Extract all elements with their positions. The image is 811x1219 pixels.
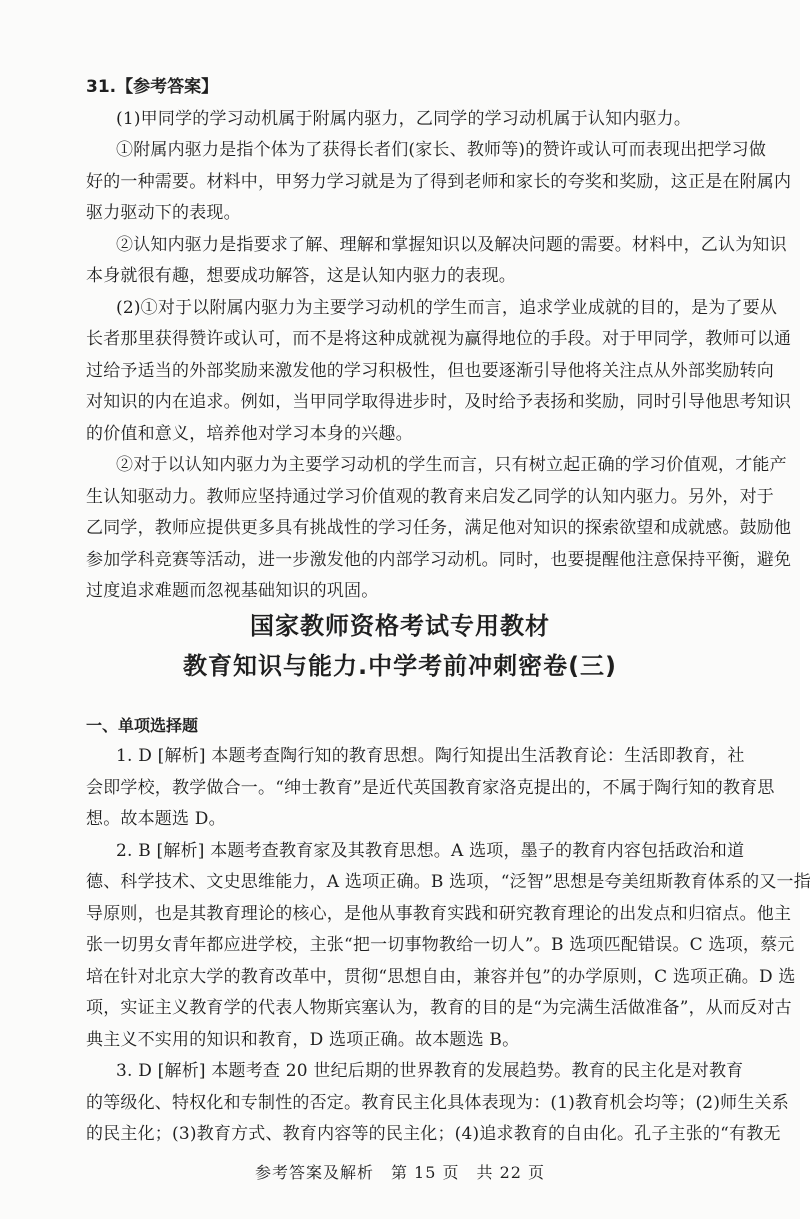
q31-line: ②认知内驱力是指要求了解、理解和掌握知识以及解决问题的需要。材料中，乙认为知识 xyxy=(116,234,787,255)
q31-line: 好的一种需要。材料中，甲努力学习就是为了得到老师和家长的夸奖和奖励，这正是在附属内 xyxy=(86,171,792,192)
q31-line: 乙同学，教师应提供更多具有挑战性的学习任务，满足他对知识的探索欲望和成就感。鼓励他 xyxy=(86,518,792,538)
answer-line: 张一切男女青年都应进学校，主张“把一切事物教给一切人”。B 选项匹配错误。C 选项，蔡元 xyxy=(86,935,795,955)
answer-line: 德、科学技术、文史思维能力，A 选项正确。B 选项，“泛智”思想是夸美纽斯教育体系的又一指 xyxy=(86,872,811,892)
q31-line: ①附属内驱力是指个体为了获得长者们(家长、教师等)的赞许或认可而表现出把学习做 xyxy=(116,140,767,160)
q31-line: 过给予适当的外部奖励来激发他的学习积极性，但也要逐渐引导他将关注点从外部奖励转向 xyxy=(86,360,774,381)
q31-answer-block xyxy=(86,72,792,608)
page-footer: 参考答案及解析 第 15 页 共 22 页 xyxy=(254,1163,546,1182)
q31-line: 长者那里获得赞许或认可，而不是将这种成就视为赢得地位的手段。对于甲同学，教师可以通 xyxy=(86,329,792,349)
answer-line: 3. D [解析] 本题考查 20 世纪后期的世界教育的发展趋势。教育的民主化是对教育 xyxy=(116,1061,744,1081)
q31-line: (1)甲同学的学习动机属于附属内驱力，乙同学的学习动机属于认知内驱力。 xyxy=(116,108,692,129)
answer-line: 的民主化；(3)教育方式、教育内容等的民主化；(4)追求教育的自由化。孔子主张的“有教无 xyxy=(86,1124,781,1144)
answer-line: 典主义不实用的知识和教育，D 选项正确。故本题选 B。 xyxy=(86,1029,520,1050)
q31-line: 本身就很有趣，想要成功解答，这是认知内驱力的表现。 xyxy=(86,266,516,286)
q31-line: ②对于以认知内驱力为主要学习动机的学生而言，只有树立起正确的学习价值观，才能产 xyxy=(116,455,787,475)
answer-line: 项，实证主义教育学的代表人物斯宾塞认为，教育的目的是“为完满生活做准备”，从而反对古 xyxy=(86,998,792,1018)
q31-line: 过度追求难题而忽视基础知识的巩固。 xyxy=(86,581,379,601)
answer-line: 的等级化、特权化和专制性的否定。教育民主化具体表现为：(1)教育机会均等；(2)师生关系 xyxy=(86,1092,789,1113)
q31-line: 参加学科竞赛等活动，进一步激发他的内部学习动机。同时，也要提醒他注意保持平衡，避免 xyxy=(86,549,792,570)
exam-title-line2: 教育知识与能力.中学考前冲刺密卷(三) xyxy=(182,652,618,680)
q31-line: (2)①对于以附属内驱力为主要学习动机的学生而言，追求学业成就的目的，是为了要从 xyxy=(116,297,778,318)
answer-line: 导原则，也是其教育理论的核心，是他从事教育实践和研究教育理论的出发点和归宿点。他主 xyxy=(86,903,792,924)
q31-line: 的价值和意义，培养他对学习本身的兴趣。 xyxy=(86,423,413,444)
answer-line: 1. D [解析] 本题考查陶行知的教育思想。陶行知提出生活教育论：生活即教育，社 xyxy=(116,746,745,766)
choice-answers-block xyxy=(86,710,811,1151)
q31-heading: 31.【参考答案】 xyxy=(86,77,219,97)
answer-line: 培在针对北京大学的教育改革中，贯彻“思想自由，兼容并包”的办学原则，C 选项正确。D 选 xyxy=(86,966,796,987)
section-heading: 一、单项选择题 xyxy=(86,716,199,735)
q31-line: 对知识的内在追求。例如，当甲同学取得进步时，及时给予表扬和奖励，同时引导他思考知识 xyxy=(86,392,792,412)
answer-line: 会即学校，教学做合一。“绅士教育”是近代英国教育家洛克提出的，不属于陶行知的教育思 xyxy=(86,777,775,798)
q31-line: 驱力驱动下的表现。 xyxy=(86,203,241,223)
answer-line: 2. B [解析] 本题考查教育家及其教育思想。A 选项，墨子的教育内容包括政治和道 xyxy=(116,840,745,861)
answer-line: 想。故本题选 D。 xyxy=(86,809,226,829)
exam-title-line1: 国家教师资格考试专用教材 xyxy=(250,612,550,640)
q31-line: 生认知驱动力。教师应坚持通过学习价值观的教育来启发乙同学的认知内驱力。另外，对于 xyxy=(86,486,774,507)
